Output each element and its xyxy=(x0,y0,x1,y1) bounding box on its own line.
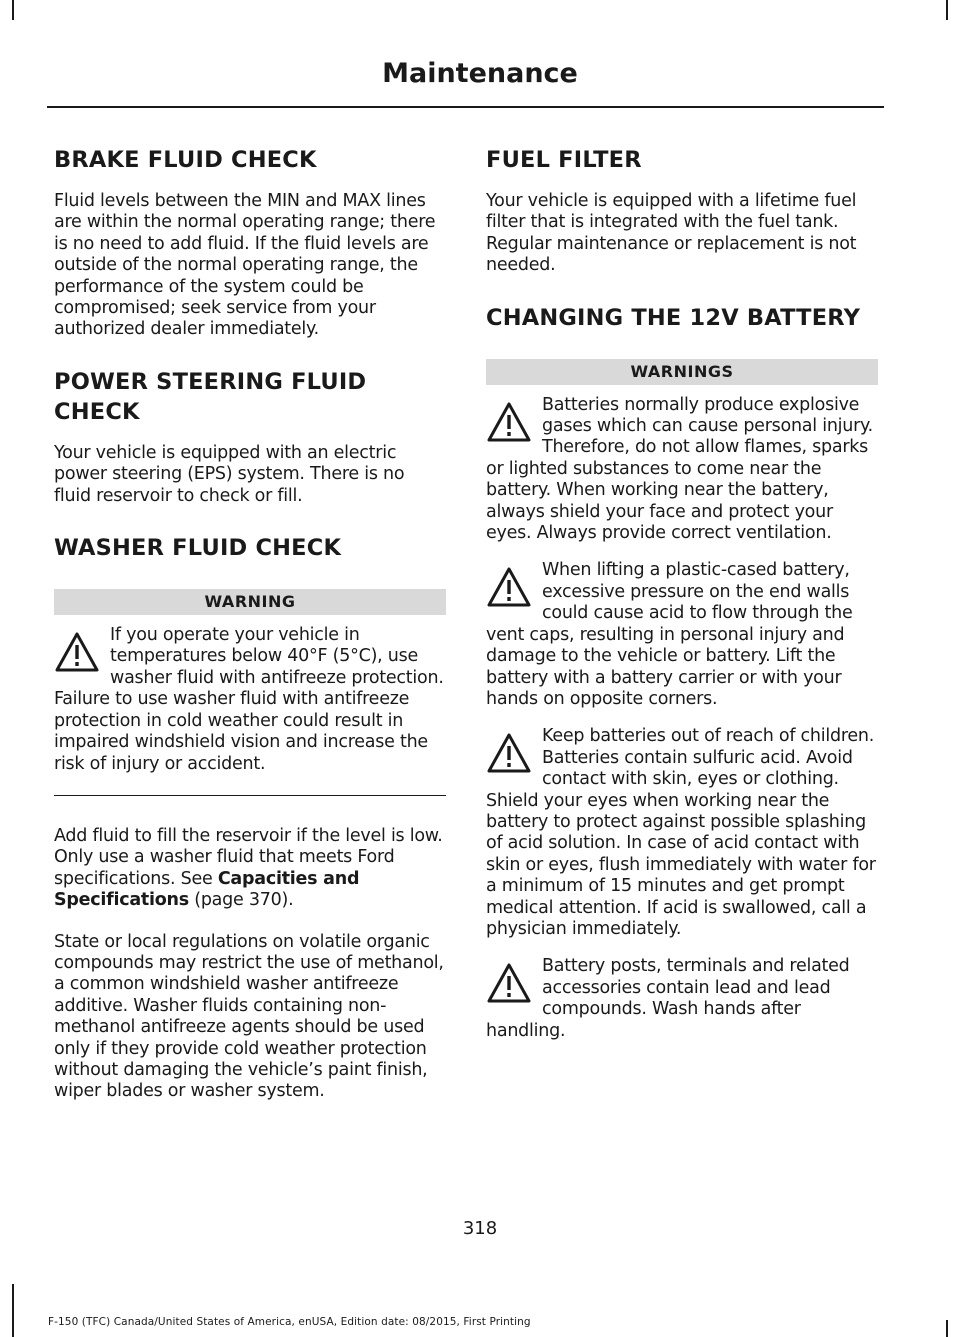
brake-fluid-text: Fluid levels between the MIN and MAX lines are within the normal operating range; there is no need to add fluid. If the fluid levels are outside of the normal operating range, the performance of the system could be compromised; seek service from your authorized dealer immediately. xyxy=(54,191,436,340)
crop-mark-bottom-right xyxy=(946,1320,948,1337)
warning-triangle-icon xyxy=(486,956,540,1020)
left-column xyxy=(54,145,446,1123)
washer-fluid-heading: WASHER FLUID CHECK xyxy=(54,535,342,562)
warning-text: Keep batteries out of reach of children. Batteries contain sulfuric acid. Avoid contact with skin, eyes or clothing. Shield your eyes when working near the battery to protect against possible splashing of acid solution. In case of acid contact with skin or eyes, flush immediately with water for a minimum of 15 minutes and get prompt medical attention. If acid is swallowed, call a physician immediately. xyxy=(486,726,876,939)
warning-item xyxy=(486,560,878,710)
warning-triangle-icon xyxy=(486,560,540,624)
crop-mark-top-left xyxy=(12,0,14,20)
voc-regulations-text: State or local regulations on volatile organic compounds may restrict the use of methanol, a common windshield washer antifreeze additive. Washer fluids containing non-methanol antifreeze agents should be used only if they provide cold weather protection without damaging the vehicle’s paint finish, wiper blades or washer system. xyxy=(54,931,444,1102)
warning-text: Battery posts, terminals and related accessories contain lead and lead compounds. Wash hands after handling. xyxy=(486,956,850,1041)
brake-fluid-heading: BRAKE FLUID CHECK xyxy=(54,147,317,173)
crop-mark-bottom-left xyxy=(12,1284,14,1337)
power-steering-heading: POWER STEERING FLUID CHECK xyxy=(54,368,367,425)
warning-item xyxy=(486,395,878,545)
warning-text: Batteries normally produce explosive gases which can cause personal injury. Therefore, do not allow flames, sparks or lighted substances to come near the battery. When working near the battery, always shield your face and protect your eyes. Always provide correct ventilation. xyxy=(486,394,873,544)
warnings-header: WARNINGS xyxy=(486,359,878,385)
footer-text: F-150 (TFC) Canada/United States of America, enUSA, Edition date: 08/2015, First Printing xyxy=(48,1316,531,1328)
warning-item xyxy=(486,956,878,1042)
warning-text: If you operate your vehicle in temperatures below 40°F (5°C), use washer fluid with antifreeze protection. Failure to use washer fluid with antifreeze protection in cold weather could result in impaired windshield vision and increase the risk of injury or accident. xyxy=(54,625,444,774)
page-title: Maintenance xyxy=(382,58,578,89)
warning-triangle-icon xyxy=(486,726,540,790)
warning-triangle-icon xyxy=(54,625,108,689)
warning-item xyxy=(486,726,878,940)
power-steering-text: Your vehicle is equipped with an electric power steering (EPS) system. There is no fluid reservoir to check or fill. xyxy=(54,442,405,506)
fuel-filter-text: Your vehicle is equipped with a lifetime fuel filter that is integrated with the fuel tank. Regular maintenance or replacement is not needed. xyxy=(486,191,857,276)
battery-heading: CHANGING THE 12V BATTERY xyxy=(486,304,861,331)
header-rule xyxy=(47,106,884,108)
crop-mark-top-right xyxy=(946,0,948,20)
washer-fluid-text: Add fluid to fill the reservoir if the level is low. Only use a washer fluid that meets Ford specifications. See Capacities and Specifications (page 370). xyxy=(54,825,443,911)
warning-text: When lifting a plastic-cased battery, excessive pressure on the end walls could cause acid to flow through the vent caps, resulting in personal injury and damage to the vehicle or battery. Lift the battery with a battery carrier or with your hands on opposite corners. xyxy=(486,560,853,709)
warning-header: WARNING xyxy=(54,589,446,615)
fuel-filter-heading: FUEL FILTER xyxy=(486,147,642,173)
warning-rule xyxy=(54,795,446,796)
right-column xyxy=(486,145,878,1058)
warning-triangle-icon xyxy=(486,395,540,459)
capacities-specifications-link[interactable]: Capacities and Specifications xyxy=(54,868,360,911)
page-number: 318 xyxy=(462,1218,498,1239)
warning-item xyxy=(54,625,446,775)
